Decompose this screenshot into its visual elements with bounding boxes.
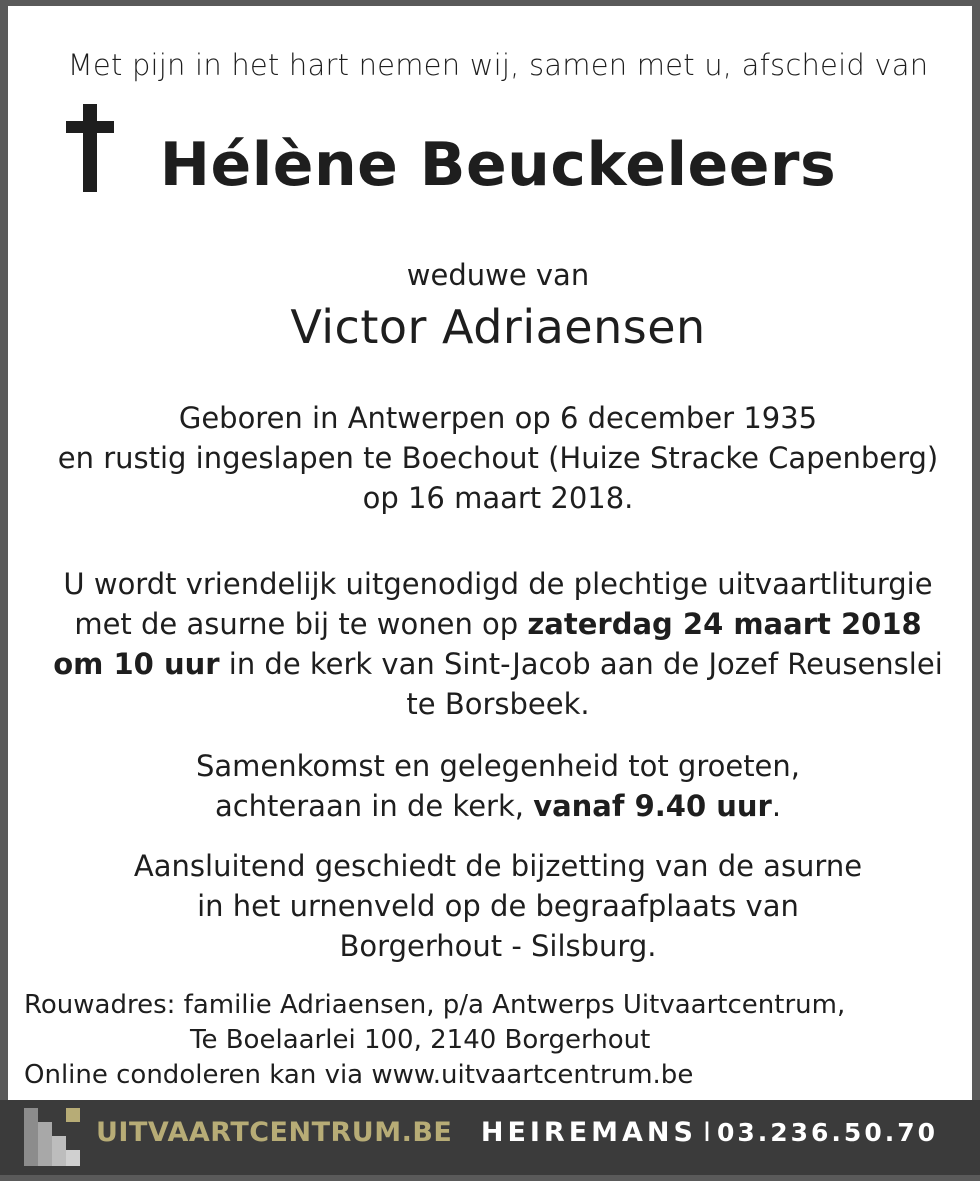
burial-line-3: Borgerhout - Silsburg. [339,929,657,963]
life-dates [8,398,980,518]
birth-line: Geboren in Antwerpen op 6 december 1935 [178,401,818,435]
separator: I [702,1117,711,1148]
logo-icon [24,1108,80,1166]
deceased-name: Hélène Beuckeleers [159,130,837,200]
service-time: om 10 uur [53,647,220,681]
gathering-line-1: Samenkomst en gelegenheid tot groeten, [195,749,800,783]
phone-number: 03.236.50.70 [716,1118,938,1147]
service-line-2 [8,604,980,644]
burial-line-2: in het urnenveld op de begraafplaats van [197,889,799,923]
death-line-2: op 16 maart 2018. [362,481,634,515]
service-line-1: U wordt vriendelijk uitgenodigd de plechtige uitvaartliturgie [63,567,933,601]
gathering-info [8,746,980,826]
service-line-2-text: met de asurne bij te wonen op [74,607,528,641]
gathering-period: . [771,789,782,823]
death-line-1: en rustig ingeslapen te Boechout (Huize Stracke Capenberg) [57,441,939,475]
brand-name: UITVAARTCENTRUM.BE [96,1117,453,1148]
burial-info [8,846,980,966]
burial-line-1: Aansluitend geschiedt de bijzetting van de asurne [133,849,863,883]
contact-line-1: Rouwadres: familie Adriaensen, p/a Antwerps Uitvaartcentrum, [24,990,846,1020]
gathering-time: vanaf 9.40 uur [533,789,772,823]
service-date: zaterdag 24 maart 2018 [527,607,922,641]
spouse-name: Victor Adriaensen [290,300,706,354]
relation-text: weduwe van [406,258,590,292]
service-line-3 [8,644,980,684]
contact-info [24,988,845,1093]
gathering-line-2-text: achteraan in de kerk, [214,789,534,823]
gathering-line-2 [8,786,980,826]
intro-text: Met pijn in het hart nemen wij, samen met u, afscheid van [67,48,929,82]
contact-line-3: Online condoleren kan via www.uitvaartcentrum.be [24,1060,694,1090]
firm-contact [481,1117,938,1148]
firm-name: HEIREMANS [480,1117,697,1148]
service-invitation [8,564,980,724]
service-line-4: te Borsbeek. [406,687,590,721]
service-line-3-text: in de kerk van Sint-Jacob aan de Jozef Reusenslei [219,647,943,681]
contact-line-2: Te Boelaarlei 100, 2140 Borgerhout [190,1025,651,1055]
footer-bar [0,1100,980,1175]
